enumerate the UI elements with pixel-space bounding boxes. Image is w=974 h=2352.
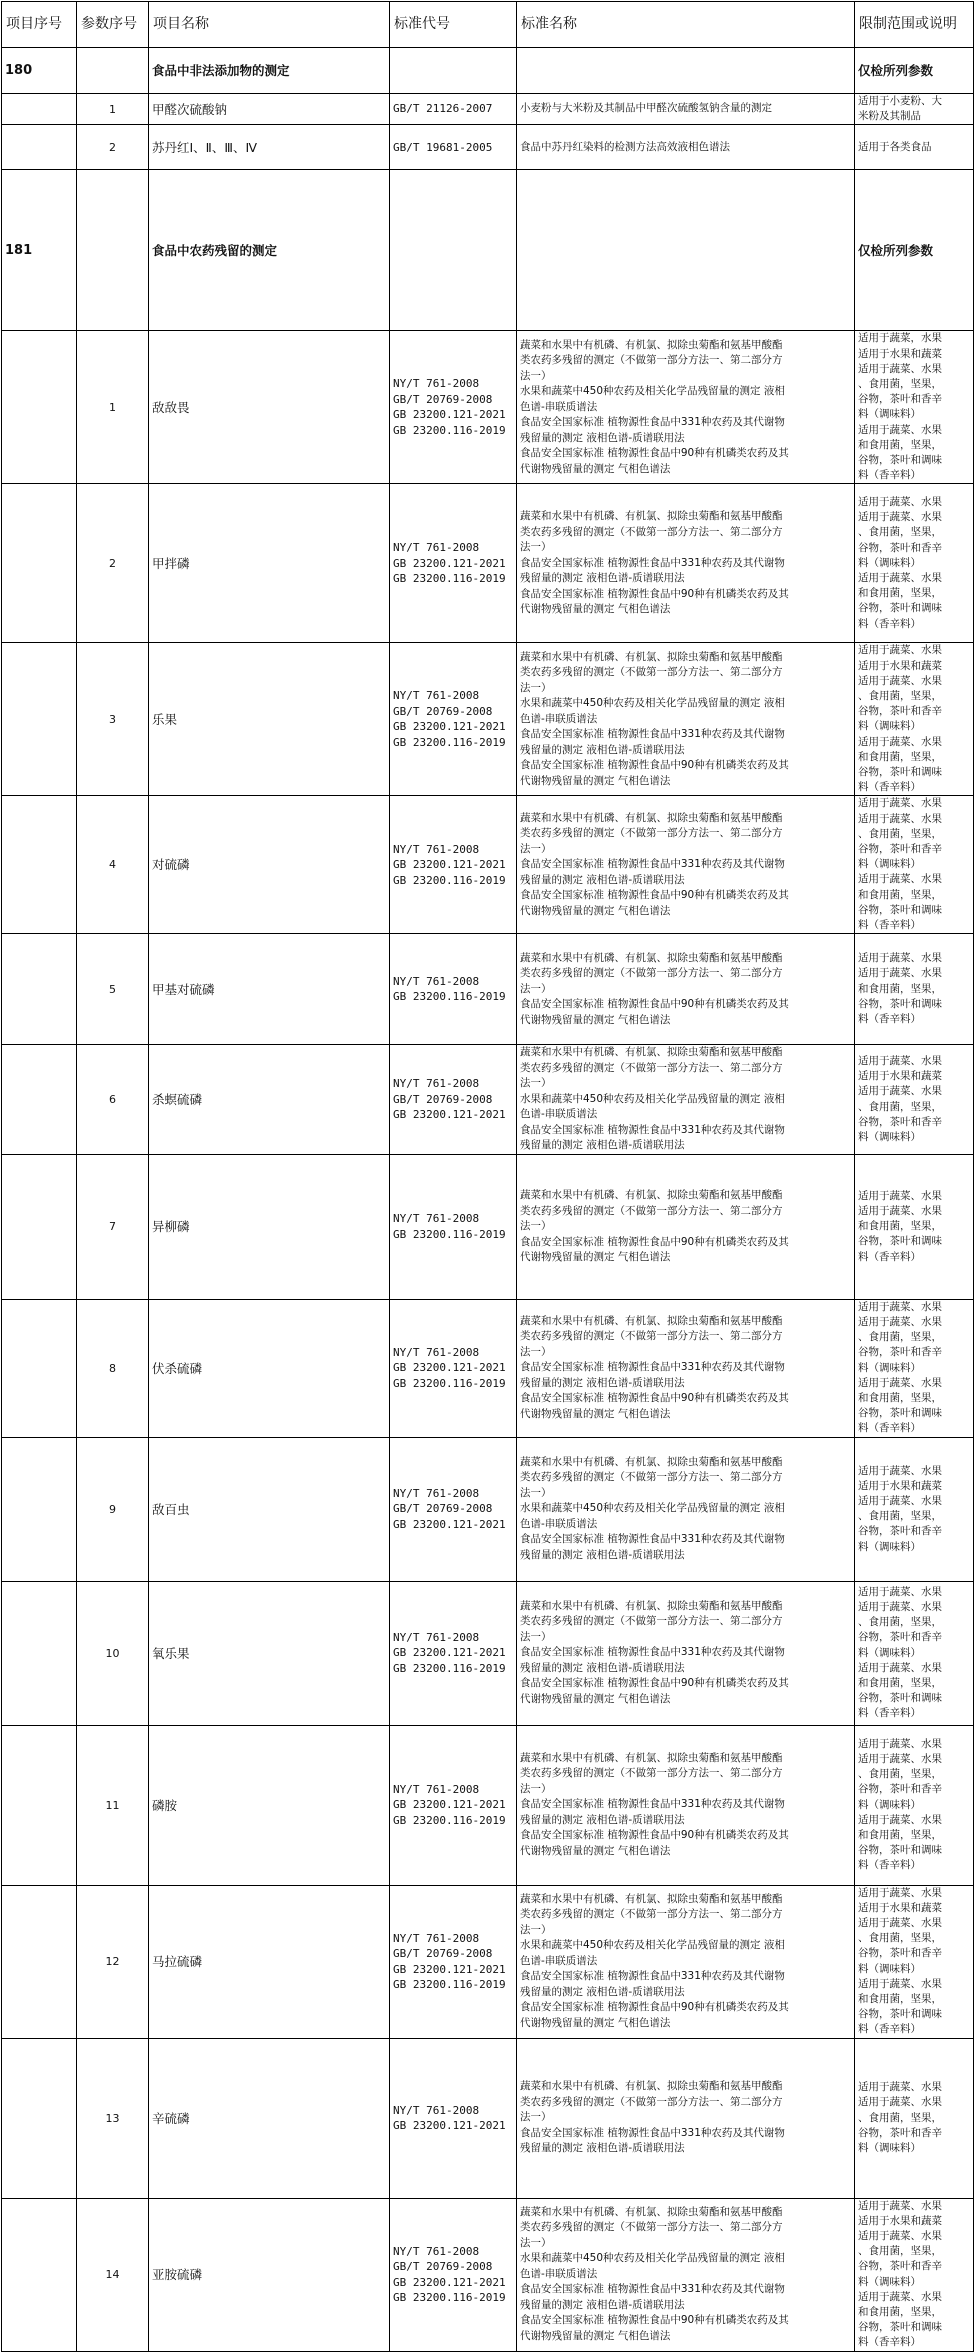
standard-code-cell: NY/T 761-2008 GB 23200.116-2019	[390, 934, 517, 1045]
header-standard-code: 标准代号	[390, 2, 517, 48]
param-no-cell	[77, 48, 149, 94]
table-row	[2, 1885, 974, 2038]
limit-cell: 适用于蔬菜、水果 适用于蔬菜、水果 和食用菌，坚果， 谷物，茶叶和调味 料（香辛料）	[855, 934, 974, 1045]
item-no-cell: 180	[2, 48, 77, 94]
standard-name-cell: 蔬菜和水果中有机磷、有机氯、拟除虫菊酯和氨基甲酸酯 类农药多残留的测定（不做第一部分方法一、第二部分方 法一） 食品安全国家标准 植物源性食品中90种有机磷类农药及其 代谢物残留量的测定 气相色谱法	[517, 1154, 855, 1299]
table-row	[2, 643, 974, 796]
limit-cell: 适用于蔬菜、水果 适用于蔬菜、水果 、食用菌，坚果， 谷物，茶叶和香辛 料（调味料） 适用于蔬菜、水果 和食用菌，坚果， 谷物，茶叶和调味 料（香辛料）	[855, 1581, 974, 1725]
item-no-cell	[2, 796, 77, 934]
standard-name-cell: 蔬菜和水果中有机磷、有机氯、拟除虫菊酯和氨基甲酸酯 类农药多残留的测定（不做第一部分方法一、第二部分方 法一） 食品安全国家标准 植物源性食品中331种农药及其代谢物 残留量的测定 液相色谱-质谱联用法	[517, 2038, 855, 2198]
standard-name-cell: 蔬菜和水果中有机磷、有机氯、拟除虫菊酯和氨基甲酸酯 类农药多残留的测定（不做第一部分方法一、第二部分方 法一） 水果和蔬菜中450种农药及相关化学品残留量的测定 液相 色谱-串联质谱法 食品安全国家标准 植物源性食品中331种农药及其代谢物 残留量的测定 液相色谱-质谱联用法	[517, 1045, 855, 1155]
standard-name-cell: 蔬菜和水果中有机磷、有机氯、拟除虫菊酯和氨基甲酸酯 类农药多残留的测定（不做第一部分方法一、第二部分方 法一） 水果和蔬菜中450种农药及相关化学品残留量的测定 液相 色谱-串联质谱法 食品安全国家标准 植物源性食品中331种农药及其代谢物 残留量的测定 液相色谱-质谱联用法 食品安全国家标准 植物源性食品中90种有机磷类农药及其 代谢物残留量的测定 气相色谱法	[517, 2198, 855, 2351]
standard-name-cell: 蔬菜和水果中有机磷、有机氯、拟除虫菊酯和氨基甲酸酯 类农药多残留的测定（不做第一部分方法一、第二部分方 法一） 食品安全国家标准 植物源性食品中331种农药及其代谢物 残留量的测定 液相色谱-质谱联用法 食品安全国家标准 植物源性食品中90种有机磷类农药及其 代谢物残留量的测定 气相色谱法	[517, 1725, 855, 1885]
standard-code-cell: NY/T 761-2008 GB/T 20769-2008 GB 23200.121-2021	[390, 1045, 517, 1155]
standard-name-cell: 蔬菜和水果中有机磷、有机氯、拟除虫菊酯和氨基甲酸酯 类农药多残留的测定（不做第一部分方法一、第二部分方 法一） 水果和蔬菜中450种农药及相关化学品残留量的测定 液相 色谱-串联质谱法 食品安全国家标准 植物源性食品中331种农药及其代谢物 残留量的测定 液相色谱-质谱联用法 食品安全国家标准 植物源性食品中90种有机磷类农药及其 代谢物残留量的测定 气相色谱法	[517, 1885, 855, 2038]
item-name-cell: 食品中农药残留的测定	[149, 170, 390, 331]
item-name-cell: 甲拌磷	[149, 484, 390, 643]
standard-name-cell: 蔬菜和水果中有机磷、有机氯、拟除虫菊酯和氨基甲酸酯 类农药多残留的测定（不做第一部分方法一、第二部分方 法一） 食品安全国家标准 植物源性食品中331种农药及其代谢物 残留量的测定 液相色谱-质谱联用法 食品安全国家标准 植物源性食品中90种有机磷类农药及其 代谢物残留量的测定 气相色谱法	[517, 484, 855, 643]
standard-name-cell: 蔬菜和水果中有机磷、有机氯、拟除虫菊酯和氨基甲酸酯 类农药多残留的测定（不做第一部分方法一、第二部分方 法一） 水果和蔬菜中450种农药及相关化学品残留量的测定 液相 色谱-串联质谱法 食品安全国家标准 植物源性食品中331种农药及其代谢物 残留量的测定 液相色谱-质谱联用法 食品安全国家标准 植物源性食品中90种有机磷类农药及其 代谢物残留量的测定 气相色谱法	[517, 331, 855, 484]
param-no-cell: 1	[77, 331, 149, 484]
table-row	[2, 934, 974, 1045]
limit-cell: 适用于小麦粉、大 米粉及其制品	[855, 94, 974, 125]
standard-name-cell	[517, 170, 855, 331]
param-no-cell: 1	[77, 94, 149, 125]
param-no-cell: 6	[77, 1045, 149, 1155]
table-row	[2, 125, 974, 170]
param-no-cell: 12	[77, 1885, 149, 2038]
item-no-cell	[2, 643, 77, 796]
param-no-cell: 14	[77, 2198, 149, 2351]
item-name-cell: 亚胺硫磷	[149, 2198, 390, 2351]
limit-cell: 适用于蔬菜、水果 适用于蔬菜、水果 、食用菌，坚果， 谷物，茶叶和香辛 料（调味料） 适用于蔬菜、水果 和食用菌，坚果， 谷物，茶叶和调味 料（香辛料）	[855, 1299, 974, 1437]
header-standard-name: 标准名称	[517, 2, 855, 48]
param-no-cell: 2	[77, 484, 149, 643]
item-name-cell: 敌百虫	[149, 1437, 390, 1581]
standard-name-cell: 蔬菜和水果中有机磷、有机氯、拟除虫菊酯和氨基甲酸酯 类农药多残留的测定（不做第一部分方法一、第二部分方 法一） 食品安全国家标准 植物源性食品中90种有机磷类农药及其 代谢物残留量的测定 气相色谱法	[517, 934, 855, 1045]
limit-cell: 仅检所列参数	[855, 48, 974, 94]
table-row	[2, 1154, 974, 1299]
item-name-cell: 食品中非法添加物的测定	[149, 48, 390, 94]
param-no-cell: 5	[77, 934, 149, 1045]
item-no-cell	[2, 1154, 77, 1299]
item-no-cell	[2, 94, 77, 125]
group-row	[2, 170, 974, 331]
limit-cell: 适用于蔬菜、水果 适用于水果和蔬菜 适用于蔬菜、水果 、食用菌，坚果， 谷物，茶叶和香辛 料（调味料） 适用于蔬菜、水果 和食用菌，坚果， 谷物，茶叶和调味 料（香辛料）	[855, 2198, 974, 2351]
item-no-cell	[2, 1725, 77, 1885]
param-no-cell: 4	[77, 796, 149, 934]
item-name-cell: 氧乐果	[149, 1581, 390, 1725]
item-no-cell	[2, 2038, 77, 2198]
standard-name-cell: 蔬菜和水果中有机磷、有机氯、拟除虫菊酯和氨基甲酸酯 类农药多残留的测定（不做第一部分方法一、第二部分方 法一） 食品安全国家标准 植物源性食品中331种农药及其代谢物 残留量的测定 液相色谱-质谱联用法 食品安全国家标准 植物源性食品中90种有机磷类农药及其 代谢物残留量的测定 气相色谱法	[517, 796, 855, 934]
table-row	[2, 1045, 974, 1155]
header-item-name: 项目名称	[149, 2, 390, 48]
limit-cell: 适用于蔬菜、水果 适用于蔬菜、水果 、食用菌，坚果， 谷物，茶叶和香辛 料（调味料）	[855, 2038, 974, 2198]
item-no-cell: 181	[2, 170, 77, 331]
item-name-cell: 磷胺	[149, 1725, 390, 1885]
header-limit: 限制范围或说明	[855, 2, 974, 48]
item-no-cell	[2, 1437, 77, 1581]
param-no-cell: 8	[77, 1299, 149, 1437]
param-no-cell: 9	[77, 1437, 149, 1581]
item-name-cell: 苏丹红Ⅰ、Ⅱ、Ⅲ、Ⅳ	[149, 125, 390, 170]
param-no-cell: 2	[77, 125, 149, 170]
item-no-cell	[2, 1299, 77, 1437]
table-row	[2, 1437, 974, 1581]
item-no-cell	[2, 1581, 77, 1725]
item-name-cell: 甲基对硫磷	[149, 934, 390, 1045]
limit-cell: 适用于蔬菜、水果 适用于蔬菜、水果 、食用菌，坚果， 谷物，茶叶和香辛 料（调味料） 适用于蔬菜、水果 和食用菌，坚果， 谷物，茶叶和调味 料（香辛料）	[855, 1725, 974, 1885]
standard-code-cell	[390, 170, 517, 331]
standard-code-cell: NY/T 761-2008 GB/T 20769-2008 GB 23200.121-2021 GB 23200.116-2019	[390, 331, 517, 484]
item-no-cell	[2, 125, 77, 170]
item-name-cell: 乐果	[149, 643, 390, 796]
standard-code-cell: NY/T 761-2008 GB/T 20769-2008 GB 23200.121-2021 GB 23200.116-2019	[390, 1885, 517, 2038]
item-no-cell	[2, 484, 77, 643]
limit-cell: 适用于蔬菜、水果 适用于蔬菜、水果 、食用菌，坚果， 谷物，茶叶和香辛 料（调味料） 适用于蔬菜、水果 和食用菌，坚果， 谷物，茶叶和调味 料（香辛料）	[855, 484, 974, 643]
limit-cell: 适用于蔬菜、水果 适用于水果和蔬菜 适用于蔬菜、水果 、食用菌，坚果， 谷物，茶叶和香辛 料（调味料）	[855, 1045, 974, 1155]
item-name-cell: 敌敌畏	[149, 331, 390, 484]
param-no-cell: 10	[77, 1581, 149, 1725]
table-row	[2, 1299, 974, 1437]
table-row	[2, 796, 974, 934]
standard-name-cell: 小麦粉与大米粉及其制品中甲醛次硫酸氢钠含量的测定	[517, 94, 855, 125]
item-no-cell	[2, 934, 77, 1045]
standard-name-cell: 蔬菜和水果中有机磷、有机氯、拟除虫菊酯和氨基甲酸酯 类农药多残留的测定（不做第一部分方法一、第二部分方 法一） 食品安全国家标准 植物源性食品中331种农药及其代谢物 残留量的测定 液相色谱-质谱联用法 食品安全国家标准 植物源性食品中90种有机磷类农药及其 代谢物残留量的测定 气相色谱法	[517, 1299, 855, 1437]
limit-cell: 仅检所列参数	[855, 170, 974, 331]
standard-name-cell: 蔬菜和水果中有机磷、有机氯、拟除虫菊酯和氨基甲酸酯 类农药多残留的测定（不做第一部分方法一、第二部分方 法一） 水果和蔬菜中450种农药及相关化学品残留量的测定 液相 色谱-串联质谱法 食品安全国家标准 植物源性食品中331种农药及其代谢物 残留量的测定 液相色谱-质谱联用法	[517, 1437, 855, 1581]
standard-code-cell: NY/T 761-2008 GB 23200.121-2021 GB 23200.116-2019	[390, 796, 517, 934]
limit-cell: 适用于蔬菜、水果 适用于蔬菜、水果 、食用菌，坚果， 谷物，茶叶和香辛 料（调味料） 适用于蔬菜、水果 和食用菌，坚果， 谷物，茶叶和调味 料（香辛料）	[855, 796, 974, 934]
item-name-cell: 伏杀硫磷	[149, 1299, 390, 1437]
table-row	[2, 331, 974, 484]
item-no-cell	[2, 331, 77, 484]
param-no-cell: 7	[77, 1154, 149, 1299]
standard-name-cell: 食品中苏丹红染料的检测方法高效液相色谱法	[517, 125, 855, 170]
param-no-cell	[77, 170, 149, 331]
standard-code-cell: NY/T 761-2008 GB/T 20769-2008 GB 23200.121-2021 GB 23200.116-2019	[390, 2198, 517, 2351]
standard-code-cell: GB/T 19681-2005	[390, 125, 517, 170]
standard-code-cell: NY/T 761-2008 GB 23200.121-2021 GB 23200.116-2019	[390, 1299, 517, 1437]
table-row	[2, 2038, 974, 2198]
table-row	[2, 2198, 974, 2351]
limit-cell: 适用于蔬菜，水果 适用于水果和蔬菜 适用于蔬菜、水果 、食用菌，坚果， 谷物，茶叶和香辛 料（调味料） 适用于蔬菜、水果 和食用菌，坚果， 谷物，茶叶和调味 料（香辛料）	[855, 331, 974, 484]
standard-code-cell: NY/T 761-2008 GB 23200.121-2021 GB 23200.116-2019	[390, 1725, 517, 1885]
standard-code-cell: GB/T 21126-2007	[390, 94, 517, 125]
table-row	[2, 94, 974, 125]
standard-code-cell: NY/T 761-2008 GB 23200.116-2019	[390, 1154, 517, 1299]
limit-cell: 适用于蔬菜、水果 适用于水果和蔬菜 适用于蔬菜、水果 、食用菌，坚果， 谷物，茶叶和香辛 料（调味料）	[855, 1437, 974, 1581]
standards-table	[1, 1, 974, 2352]
limit-cell: 适用于蔬菜、水果 适用于蔬菜、水果 和食用菌，坚果， 谷物，茶叶和调味 料（香辛料）	[855, 1154, 974, 1299]
table-row	[2, 484, 974, 643]
group-row	[2, 48, 974, 94]
standard-code-cell: NY/T 761-2008 GB/T 20769-2008 GB 23200.121-2021	[390, 1437, 517, 1581]
header-param-no: 参数序号	[77, 2, 149, 48]
limit-cell: 适用于蔬菜、水果 适用于水果和蔬菜 适用于蔬菜、水果 、食用菌，坚果， 谷物，茶叶和香辛 料（调味料） 适用于蔬菜、水果 和食用菌，坚果， 谷物，茶叶和调味 料（香辛料）	[855, 643, 974, 796]
param-no-cell: 13	[77, 2038, 149, 2198]
item-name-cell: 杀螟硫磷	[149, 1045, 390, 1155]
table-body	[2, 48, 974, 2352]
standard-code-cell: NY/T 761-2008 GB 23200.121-2021	[390, 2038, 517, 2198]
table-row	[2, 1725, 974, 1885]
standard-name-cell: 蔬菜和水果中有机磷、有机氯、拟除虫菊酯和氨基甲酸酯 类农药多残留的测定（不做第一部分方法一、第二部分方 法一） 水果和蔬菜中450种农药及相关化学品残留量的测定 液相 色谱-串联质谱法 食品安全国家标准 植物源性食品中331种农药及其代谢物 残留量的测定 液相色谱-质谱联用法 食品安全国家标准 植物源性食品中90种有机磷类农药及其 代谢物残留量的测定 气相色谱法	[517, 643, 855, 796]
item-no-cell	[2, 1045, 77, 1155]
table-row	[2, 1581, 974, 1725]
item-name-cell: 甲醛次硫酸钠	[149, 94, 390, 125]
standard-code-cell: NY/T 761-2008 GB/T 20769-2008 GB 23200.121-2021 GB 23200.116-2019	[390, 643, 517, 796]
header-item-no: 项目序号	[2, 2, 77, 48]
param-no-cell: 11	[77, 1725, 149, 1885]
table-header	[2, 2, 974, 48]
standard-code-cell	[390, 48, 517, 94]
item-no-cell	[2, 1885, 77, 2038]
limit-cell: 适用于蔬菜、水果 适用于水果和蔬菜 适用于蔬菜、水果 、食用菌，坚果， 谷物，茶叶和香辛 料（调味料） 适用于蔬菜、水果 和食用菌，坚果， 谷物，茶叶和调味 料（香辛料）	[855, 1885, 974, 2038]
item-name-cell: 马拉硫磷	[149, 1885, 390, 2038]
standard-name-cell: 蔬菜和水果中有机磷、有机氯、拟除虫菊酯和氨基甲酸酯 类农药多残留的测定（不做第一部分方法一、第二部分方 法一） 食品安全国家标准 植物源性食品中331种农药及其代谢物 残留量的测定 液相色谱-质谱联用法 食品安全国家标准 植物源性食品中90种有机磷类农药及其 代谢物残留量的测定 气相色谱法	[517, 1581, 855, 1725]
standard-name-cell	[517, 48, 855, 94]
item-no-cell	[2, 2198, 77, 2351]
param-no-cell: 3	[77, 643, 149, 796]
item-name-cell: 对硫磷	[149, 796, 390, 934]
item-name-cell: 辛硫磷	[149, 2038, 390, 2198]
standard-code-cell: NY/T 761-2008 GB 23200.121-2021 GB 23200.116-2019	[390, 1581, 517, 1725]
limit-cell: 适用于各类食品	[855, 125, 974, 170]
item-name-cell: 异柳磷	[149, 1154, 390, 1299]
standard-code-cell: NY/T 761-2008 GB 23200.121-2021 GB 23200.116-2019	[390, 484, 517, 643]
